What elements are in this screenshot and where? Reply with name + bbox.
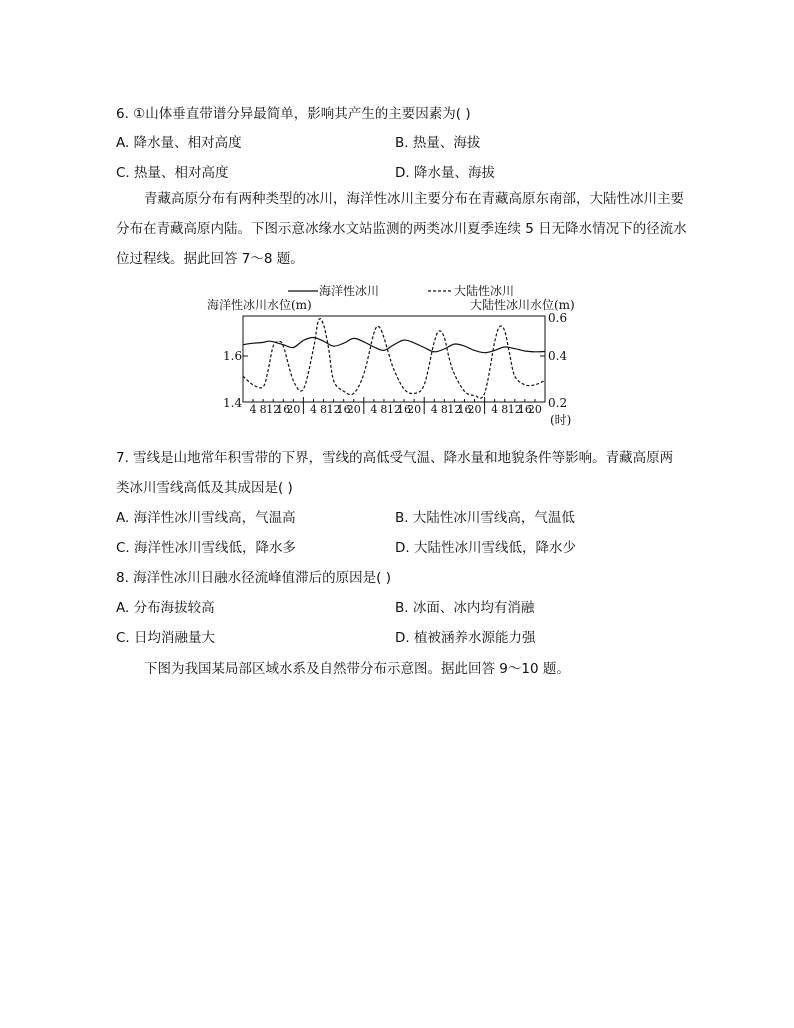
question-7-option-a: A. 海洋性冰川雪线高，气温高: [116, 510, 296, 526]
question-7-option-d: D. 大陆性冰川雪线低，降水少: [395, 540, 576, 556]
x-tick-label: 12: [507, 403, 522, 416]
x-tick-label: 12: [447, 403, 462, 416]
question-8-stem: 8. 海洋性冰川日融水径流峰值滞后的原因是( ): [116, 570, 391, 586]
plot-frame: [243, 316, 545, 402]
x-tick-label: 16: [397, 403, 412, 416]
x-tick-label: 4: [430, 403, 438, 416]
x-tick-label: 8: [501, 403, 509, 416]
legend-ocean-label: 海洋性冰川: [319, 284, 380, 298]
x-tick-label: 8: [259, 403, 267, 416]
x-tick-label: 20: [407, 403, 422, 416]
x-tick-label: 20: [467, 403, 482, 416]
intro-paragraph-map: 下图为我国某局部区域水系及自然带分布示意图。据此回答 9～10 题。: [144, 661, 570, 677]
x-tick-label: 16: [276, 403, 291, 416]
x-tick-label: 4: [249, 403, 257, 416]
x-unit-label: (时): [550, 413, 572, 427]
x-tick-label: 12: [266, 403, 281, 416]
x-tick-label: 16: [517, 403, 532, 416]
question-7-stem-line-1: 7. 雪线是山地常年积雪带的下界，雪线的高低受气温、降水量和地貌条件等影响。青藏高原两: [116, 450, 674, 466]
y-left-axis-label: 海洋性冰川水位(m): [207, 298, 312, 312]
question-6-option-c: C. 热量、相对高度: [116, 165, 229, 181]
x-tick-label: 20: [286, 403, 301, 416]
series-continental-glacier-line: [243, 319, 545, 399]
intro-paragraph-glacier: 青藏高原分布有两种类型的冰川，海洋性冰川主要分布在青藏高原东南部，大陆性冰川主要分布在青藏高原内陆。下图示意冰缘水文站监测的两类冰川夏季连续 5 日无降水情况下的径流水位过程线。据此回答 7～8 题。: [116, 191, 687, 267]
x-tick-label: 8: [440, 403, 448, 416]
y-right-tick-label-0-4: 0.4: [548, 349, 568, 363]
x-tick-label: 4: [370, 403, 378, 416]
x-tick-label: 20: [527, 403, 542, 416]
x-tick-label: 8: [380, 403, 388, 416]
question-8-option-d: D. 植被涵养水源能力强: [395, 630, 536, 646]
y-right-tick-label-0-2: 0.2: [548, 396, 568, 410]
y-left-tick-label-1-6: 1.6: [223, 349, 243, 363]
series-ocean-glacier-line: [243, 337, 545, 352]
x-tick-label: 12: [326, 403, 341, 416]
x-tick-label: 16: [457, 403, 472, 416]
question-7-stem-line-2: 类冰川雪线高低及其成因是( ): [116, 480, 293, 496]
x-tick-label: 8: [320, 403, 328, 416]
y-right-tick-label-0-6: 0.6: [548, 311, 568, 325]
legend-continental-label: 大陆性冰川: [454, 284, 515, 298]
x-tick-label: 4: [309, 403, 317, 416]
x-tick-label: 16: [336, 403, 351, 416]
question-8-option-a: A. 分布海拔较高: [116, 600, 215, 616]
question-6-option-a: A. 降水量、相对高度: [116, 135, 242, 151]
question-7-option-c: C. 海洋性冰川雪线低，降水多: [116, 540, 297, 556]
question-7-option-b: B. 大陆性冰川雪线高，气温低: [395, 510, 575, 526]
x-tick-label: 12: [387, 403, 401, 416]
question-8-option-c: C. 日均消融量大: [116, 630, 216, 646]
y-right-axis-label: 大陆性冰川水位(m): [470, 298, 575, 312]
question-6-stem: 6. ①山体垂直带谱分异最简单，影响其产生的主要因素为( ): [116, 106, 471, 122]
x-tick-label: 20: [346, 403, 361, 416]
x-tick-label: 4: [491, 403, 499, 416]
y-left-tick-label-1-4: 1.4: [223, 396, 243, 410]
question-6-option-b: B. 热量、海拔: [395, 135, 481, 151]
glacier-runoff-chart: [200, 280, 600, 428]
question-8-option-b: B. 冰面、冰内均有消融: [395, 600, 535, 616]
question-6-option-d: D. 降水量、海拔: [395, 165, 495, 181]
